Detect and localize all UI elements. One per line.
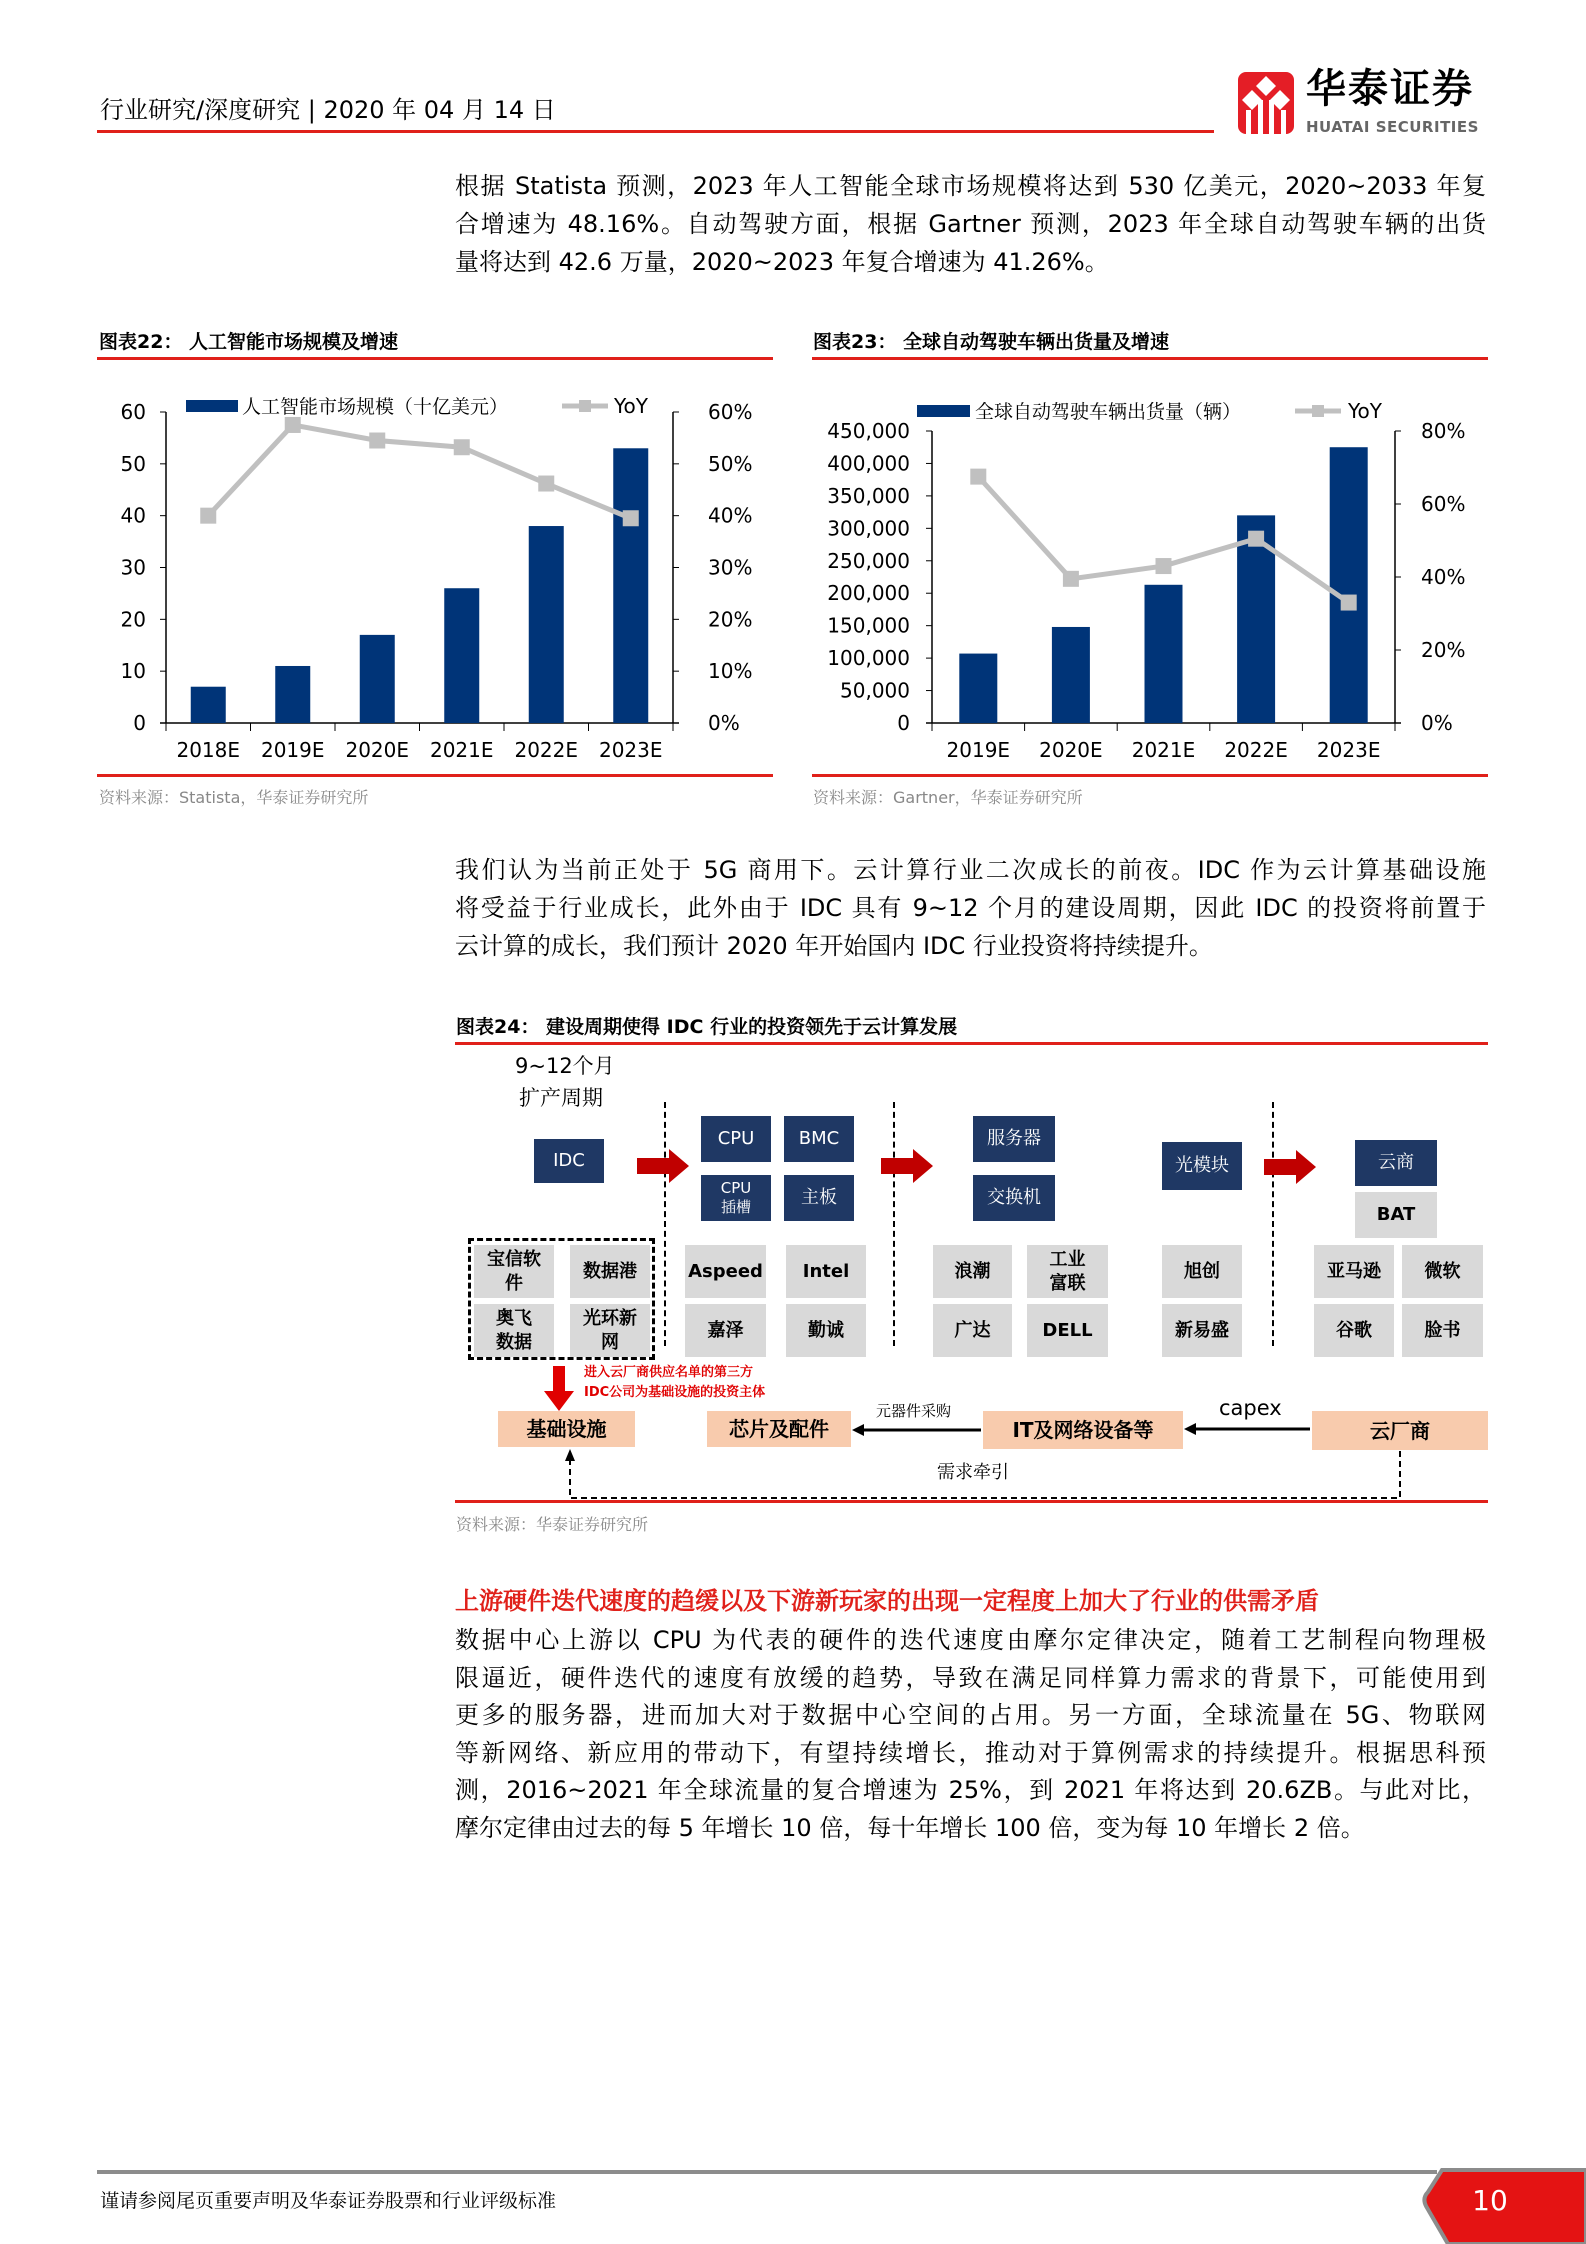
node-cpu: CPU <box>701 1116 771 1162</box>
x-tick-label: 2021E <box>429 738 494 762</box>
y2-tick-label: 10% <box>708 659 753 684</box>
node-switch: 交换机 <box>973 1175 1055 1221</box>
para1-line: 合增速为 48.16%。自动驾驶方面，根据 Gartner 预测，2023 年全球自动驾驶车辆的出货 <box>455 210 1486 238</box>
arrowhead-icon <box>565 1449 575 1461</box>
note-line: 进入云厂商供应名单的第三方 <box>584 1365 754 1380</box>
x-tick-label: 2018E <box>176 738 241 762</box>
section-heading: 上游硬件迭代速度的趋缓以及下游新玩家的出现一定程度上加大了行业的供需矛盾 <box>455 1587 1319 1615</box>
flow-chips: 芯片及配件 <box>707 1411 851 1447</box>
x-tick-label: 2023E <box>1316 738 1381 762</box>
y2-tick-label: 20% <box>1421 638 1466 662</box>
x-tick-label: 2021E <box>1131 738 1196 762</box>
para1-line: 根据 Statista 预测，2023 年人工智能全球市场规模将达到 530 亿美元，2020~2033 年复 <box>455 172 1486 200</box>
x-tick-label: 2022E <box>1224 738 1288 762</box>
y2-tick-label: 40% <box>708 503 753 528</box>
y-tick-label: 50 <box>120 451 146 476</box>
page-number: 10 <box>1472 2184 1508 2217</box>
cycle-duration: 9~12个月 <box>515 1054 615 1078</box>
report-date: 2020 年 04 月 14 日 <box>323 96 556 124</box>
para1-line: 量将达到 42.6 万量，2020~2023 年复合增速为 41.26%。 <box>455 248 1109 276</box>
node-cpu-socket: CPU 插槽 <box>701 1175 771 1221</box>
y-tick-label: 450,000 <box>827 419 910 443</box>
node-idc: IDC <box>534 1139 604 1183</box>
para2-line: 我们认为当前正处于 5G 商用下。云计算行业二次成长的前夜。IDC 作为云计算基础设施 <box>455 856 1486 884</box>
y-tick-label: 0 <box>133 711 146 735</box>
y-tick-label: 100,000 <box>827 646 910 671</box>
y2-tick-label: 30% <box>708 555 753 580</box>
y-tick-label: 20 <box>120 607 146 632</box>
legend-bar-label: 人工智能市场规模（十亿美元） <box>242 396 509 418</box>
vendor-box: 宝信软 件 <box>474 1245 554 1298</box>
vendor-box: 微软 <box>1402 1245 1483 1298</box>
arrowhead-icon <box>1184 1423 1196 1435</box>
node-cloud: 云商 <box>1355 1140 1437 1186</box>
y-tick-label: 300,000 <box>827 516 910 541</box>
para3-line: 更多的服务器，进而加大对于数据中心空间的占用。另一方面，全球流量在 5G、物联网 <box>455 1701 1486 1729</box>
para3-line: 数据中心上游以 CPU 为代表的硬件的迭代速度由摩尔定律决定，随着工艺制程向物理极 <box>455 1626 1486 1654</box>
flow-cloud-vendor: 云厂商 <box>1312 1411 1488 1450</box>
para3-line: 等新网络、新应用的带动下，有望持续增长，推动对于算例需求的持续提升。根据思科预 <box>455 1739 1486 1767</box>
x-tick-label: 2020E <box>345 738 410 762</box>
x-tick-label: 2020E <box>1039 738 1103 762</box>
para3-line: 测，2016~2021 年全球流量的复合增速为 25%，到 2021 年将达到 20.6ZB。与此对比， <box>455 1776 1486 1804</box>
vendor-box: 光环新 网 <box>570 1304 650 1357</box>
y2-tick-label: 80% <box>1421 419 1466 443</box>
node-motherboard: 主板 <box>784 1175 854 1221</box>
vendor-box: 广达 <box>933 1304 1012 1357</box>
vendor-box: 嘉泽 <box>685 1304 766 1357</box>
x-tick-label: 2019E <box>946 738 1011 762</box>
y2-tick-label: 0% <box>1421 711 1453 735</box>
chart22-source: 资料来源：Statista，华泰证券研究所 <box>99 788 369 807</box>
para2-line: 将受益于行业成长，此外由于 IDC 具有 9~12 个月的建设周期，因此 IDC 的投资将前置于 <box>455 894 1486 922</box>
y-tick-label: 50,000 <box>840 678 910 703</box>
vendor-box: 奥飞 数据 <box>474 1304 554 1357</box>
y-tick-label: 400,000 <box>827 451 910 476</box>
y2-tick-label: 50% <box>708 451 753 476</box>
demand-loop <box>570 1451 1400 1498</box>
node-server: 服务器 <box>973 1116 1055 1162</box>
capex-label: capex <box>1219 1396 1282 1420</box>
chart23-title: 图表23： 全球自动驾驶车辆出货量及增速 <box>813 331 1170 353</box>
node-optical-module: 光模块 <box>1162 1142 1242 1190</box>
vendor-box: 旭创 <box>1162 1245 1242 1298</box>
y-tick-label: 60 <box>120 400 146 424</box>
footer-disclaimer: 谨请参阅尾页重要声明及华泰证券股票和行业评级标准 <box>100 2190 557 2212</box>
para3-line: 摩尔定律由过去的每 5 年增长 10 倍，每十年增长 100 倍，变为每 10 年增长 2 倍。 <box>455 1814 1365 1842</box>
chart22-title: 图表22： 人工智能市场规模及增速 <box>99 331 399 353</box>
x-tick-label: 2019E <box>260 738 325 762</box>
report-section: 行业研究/深度研究 <box>100 96 301 124</box>
node-bat: BAT <box>1355 1192 1437 1238</box>
y-tick-label: 250,000 <box>827 548 910 573</box>
fig24-title: 图表24： 建设周期使得 IDC 行业的投资领先于云计算发展 <box>456 1016 958 1038</box>
y2-tick-label: 20% <box>708 607 753 632</box>
flow-infrastructure: 基础设施 <box>498 1411 635 1447</box>
vendor-box: Intel <box>786 1245 866 1298</box>
legend-bar-label: 全球自动驾驶车辆出货量（辆） <box>975 401 1242 423</box>
vendor-box: 脸书 <box>1402 1304 1483 1357</box>
node-bmc: BMC <box>784 1116 854 1162</box>
fig24-bottom-rule <box>455 1500 1488 1503</box>
note-line: IDC公司为基础设施的投资主体 <box>584 1385 766 1400</box>
cycle-label: 扩产周期 <box>519 1086 603 1110</box>
y2-tick-label: 40% <box>1421 565 1466 589</box>
legend-line-label: YoY <box>1348 399 1383 423</box>
vendor-box: Aspeed <box>685 1245 766 1298</box>
arrowhead-icon <box>852 1424 864 1436</box>
flow-it-equipment: IT及网络设备等 <box>983 1411 1183 1449</box>
vendor-box: 工业 富联 <box>1027 1245 1108 1298</box>
logo-chinese: 华泰证券 <box>1306 66 1474 112</box>
y2-tick-label: 60% <box>708 400 753 424</box>
footer-rule <box>97 2170 1437 2174</box>
y-tick-label: 200,000 <box>827 581 910 606</box>
vendor-box: DELL <box>1027 1304 1108 1357</box>
chart23-source: 资料来源：Gartner，华泰证券研究所 <box>813 788 1083 807</box>
y-tick-label: 40 <box>120 503 146 528</box>
y2-tick-label: 0% <box>708 711 740 735</box>
y-tick-label: 30 <box>120 555 146 580</box>
y-tick-label: 10 <box>120 659 146 684</box>
purchase-label: 元器件采购 <box>876 1402 952 1420</box>
x-tick-label: 2023E <box>598 738 663 762</box>
demand-label: 需求牵引 <box>937 1462 1009 1483</box>
vendor-box: 浪潮 <box>933 1245 1012 1298</box>
y2-tick-label: 60% <box>1421 492 1466 516</box>
logo-english: HUATAI SECURITIES <box>1306 118 1479 136</box>
y-tick-label: 150,000 <box>827 613 910 638</box>
vendor-box: 谷歌 <box>1314 1304 1394 1357</box>
x-tick-label: 2022E <box>514 738 579 762</box>
legend-line-label: YoY <box>614 394 649 418</box>
y-tick-label: 350,000 <box>827 483 910 508</box>
fig24-source: 资料来源：华泰证券研究所 <box>456 1515 649 1534</box>
para3-line: 限逼近，硬件迭代的速度有放缓的趋势，导致在满足同样算力需求的背景下，可能使用到 <box>455 1664 1486 1692</box>
para2-line: 云计算的成长，我们预计 2020 年开始国内 IDC 行业投资将持续提升。 <box>455 932 1213 960</box>
separator: | <box>307 96 324 124</box>
vendor-box: 勤诚 <box>786 1304 866 1357</box>
vendor-box: 亚马逊 <box>1314 1245 1394 1298</box>
y-tick-label: 0 <box>897 711 910 735</box>
vendor-box: 新易盛 <box>1162 1304 1242 1357</box>
vendor-box: 数据港 <box>570 1245 650 1298</box>
